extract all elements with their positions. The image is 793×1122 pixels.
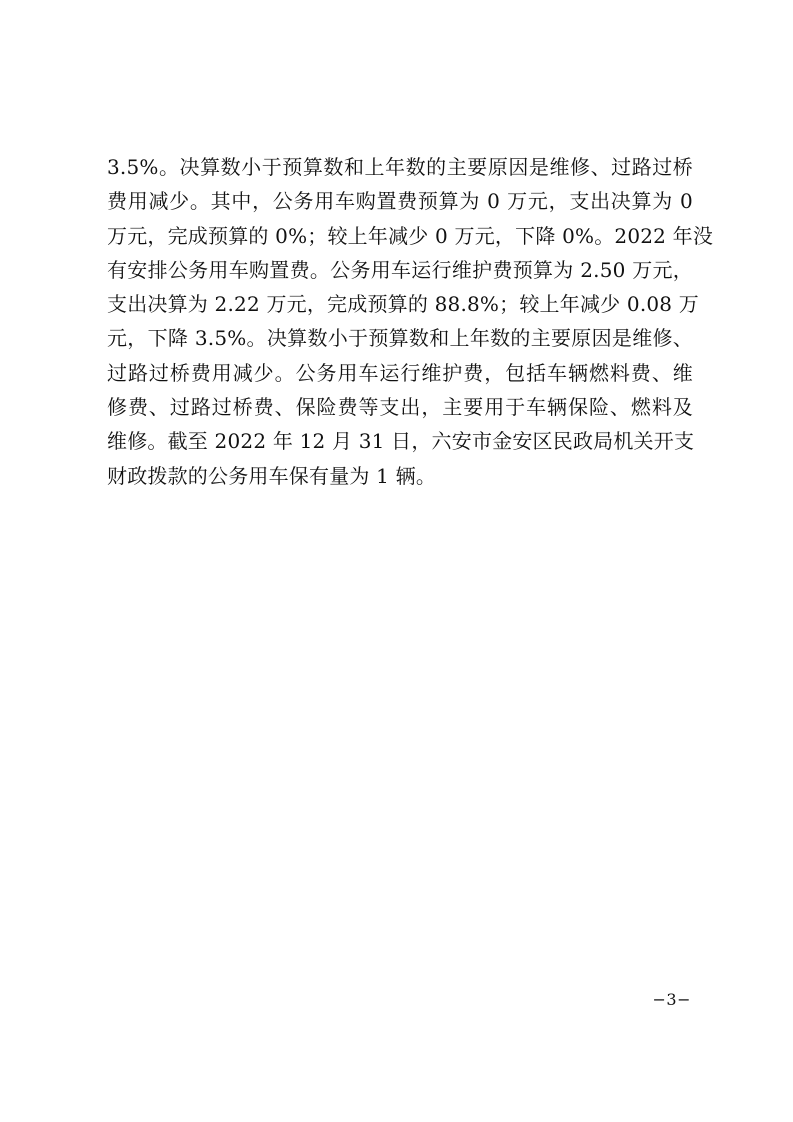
text-line: 元，下降 3.5%。决算数小于预算数和上年数的主要原因是维修、: [107, 326, 693, 351]
text-line: 有安排公务用车购置费。公务用车运行维护费预算为 2.50 万元，: [107, 257, 693, 282]
text-line: 3.5%。决算数小于预算数和上年数的主要原因是维修、过路过桥: [107, 155, 693, 179]
text-line: 财政拨款的公务用车保有量为 1 辆。: [107, 463, 437, 488]
text-line: 费用减少。其中，公务用车购置费预算为 0 万元，支出决算为 0: [107, 189, 693, 214]
text-line: 过路过桥费用减少。公务用车运行维护费，包括车辆燃料费、维: [107, 360, 693, 385]
text-line: 支出决算为 2.22 万元，完成预算的 88.8%；较上年减少 0.08 万: [107, 292, 699, 317]
body-paragraph: [107, 150, 714, 493]
text-line: 修费、过路过桥费、保险费等支出，主要用于车辆保险、燃料及: [107, 395, 693, 420]
text-line: 维修。截至 2022 年 12 月 31 日，六安市金安区民政局机关开支: [107, 429, 695, 454]
page-number: −3−: [652, 990, 691, 1009]
text-line: 万元，完成预算的 0%；较上年减少 0 万元，下降 0%。2022 年没: [107, 223, 714, 248]
